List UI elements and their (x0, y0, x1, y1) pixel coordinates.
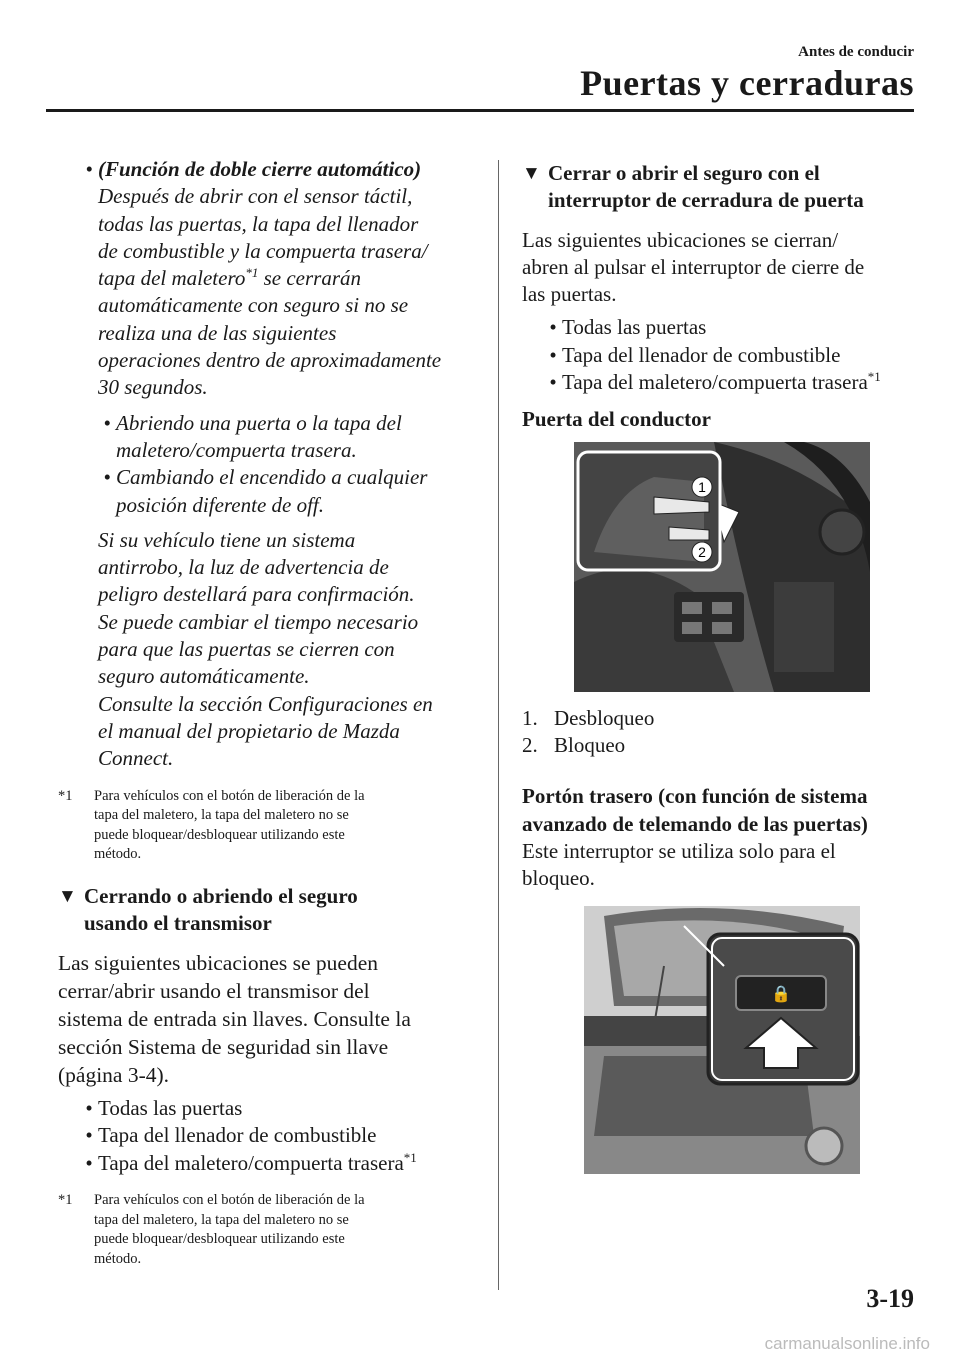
driver-door-label: Puerta del conductor (522, 407, 711, 432)
note-line: para que las puertas se cierren con (98, 637, 395, 662)
sub-item-line: posición diferente de off. (116, 492, 325, 517)
footnote-ref: *1 (403, 1149, 417, 1165)
body-line: las puertas. (522, 282, 617, 307)
bullet-icon: • (85, 1150, 93, 1175)
header-rule (46, 109, 914, 112)
tailgate-label: avanzado de telemando de las puertas) (522, 811, 868, 836)
footnote-line: puede bloquear/desbloquear utilizando este (94, 826, 345, 843)
auto-lock-body-line: tapa del maletero$^{*1}$ se cerrarán (98, 265, 362, 291)
auto-lock-body-line: realiza una de las siguientes (98, 320, 337, 345)
body-line: sección Sistema de seguridad sin llave (58, 1035, 389, 1060)
auto-lock-body-line: operaciones dentro de aproximadamente (98, 348, 442, 373)
triangle-icon: ▼ (58, 885, 77, 907)
footnote (58, 1191, 480, 1269)
body-line: (página 3-4). (58, 1063, 170, 1088)
body-line: Este interruptor se utiliza solo para el (522, 838, 836, 863)
body-line: cerrar/abrir usando el transmisor del (58, 979, 370, 1004)
list-item: Tapa del maletero/compuerta trasera$^{*1}$ (562, 369, 881, 395)
sub-item-line: Cambiando el encendido a cualquier (116, 465, 428, 490)
driver-door-figure (574, 442, 912, 697)
lock-icon: 🔒 (771, 986, 791, 1004)
bullet-icon: • (103, 410, 111, 435)
footnote-line: Para vehículos con el botón de liberación de la (94, 1192, 365, 1209)
auto-lock-body-line: automáticamente con seguro si no se (98, 293, 409, 318)
footnote-line: método. (94, 1250, 142, 1267)
bullet-icon: • (549, 315, 557, 340)
auto-lock-body-line: de combustible y la compuerta trasera/ (98, 238, 428, 263)
list-item: Todas las puertas (562, 315, 707, 340)
footnote (58, 787, 480, 865)
note-line: Se puede cambiar el tiempo necesario (98, 609, 419, 634)
callout-2: 2 (698, 543, 706, 560)
column-divider (498, 160, 499, 1290)
transmitter-section (58, 883, 480, 1269)
triangle-icon: ▼ (522, 163, 541, 184)
header-section: Antes de conducir (798, 44, 914, 60)
list-item: Tapa del maletero/compuerta trasera$^{*1}$ (98, 1149, 417, 1175)
note-line: Consulte la sección Configuraciones en (98, 691, 433, 716)
list-item: Bloqueo (554, 732, 626, 757)
body-line: Las siguientes ubicaciones se cierran/ (522, 227, 839, 252)
bullet-icon: • (85, 1123, 93, 1148)
tailgate-figure (584, 906, 912, 1179)
page-number: 3-19 (866, 1284, 914, 1313)
body-line: bloqueo. (522, 866, 595, 891)
list-item: Tapa del llenador de combustible (98, 1123, 377, 1148)
auto-lock-block (80, 156, 480, 773)
body-line: Las siguientes ubicaciones se pueden (58, 951, 379, 976)
note-line: antirrobo, la luz de advertencia de (98, 555, 389, 580)
right-column (522, 160, 912, 1179)
bullet-icon: • (85, 1096, 93, 1121)
sub-item-line: maletero/compuerta trasera. (116, 437, 357, 462)
auto-lock-body-line: Después de abrir con el sensor táctil, (98, 184, 413, 209)
footnote-line: puede bloquear/desbloquear utilizando este (94, 1231, 345, 1248)
section-title: usando el transmisor (84, 910, 272, 935)
list-item: Desbloqueo (554, 705, 655, 730)
body-line: abren al pulsar el interruptor de cierre de (522, 254, 865, 279)
note-line: el manual del propietario de Mazda (98, 718, 400, 743)
footnote-mark: *1 (58, 787, 73, 804)
bullet-icon: • (103, 465, 111, 490)
list-item: Todas las puertas (98, 1096, 243, 1121)
bullet-icon: • (549, 370, 557, 395)
tailgate-label: Portón trasero (con función de sistema (522, 784, 868, 809)
note-line: seguro automáticamente. (98, 664, 310, 689)
auto-lock-heading: (Función de doble cierre automático) (98, 157, 422, 181)
footnote-line: tapa del maletero, la tapa del maletero no se (94, 1211, 349, 1228)
footnote-line: Para vehículos con el botón de liberación de la (94, 787, 365, 804)
sub-item-line: Abriendo una puerta o la tapa del (116, 410, 402, 435)
section-title: Cerrando o abriendo el seguro (84, 883, 358, 908)
auto-lock-body-line: todas las puertas, la tapa del llenador (98, 211, 419, 236)
body-line: sistema de entrada sin llaves. Consulte la (58, 1007, 411, 1032)
footnote-line: tapa del maletero, la tapa del maletero no se (94, 807, 349, 824)
note-line: peligro destellará para confirmación. (98, 582, 415, 607)
section-title: Cerrar o abrir el seguro con el (548, 161, 820, 185)
left-column (58, 156, 480, 1269)
list-number: 1. (522, 705, 538, 730)
page-title: Puertas y cerraduras (580, 63, 914, 103)
footnote-line: método. (94, 846, 142, 863)
note-line: Connect. (98, 746, 174, 771)
watermark: carmanualsonline.info (764, 1334, 930, 1353)
footnote-ref: *1 (245, 265, 259, 281)
list-number: 2. (522, 732, 538, 757)
list-item: Tapa del llenador de combustible (562, 342, 841, 367)
bullet-icon: • (549, 342, 557, 367)
section-title: interruptor de cerradura de puerta (548, 188, 864, 213)
callout-1: 1 (698, 478, 706, 495)
footnote-ref: *1 (867, 369, 881, 385)
auto-lock-body-line: 30 segundos. (98, 375, 208, 400)
bullet-icon: • (85, 157, 93, 181)
footnote-mark: *1 (58, 1192, 73, 1209)
note-line: Si su vehículo tiene un sistema (98, 527, 356, 552)
